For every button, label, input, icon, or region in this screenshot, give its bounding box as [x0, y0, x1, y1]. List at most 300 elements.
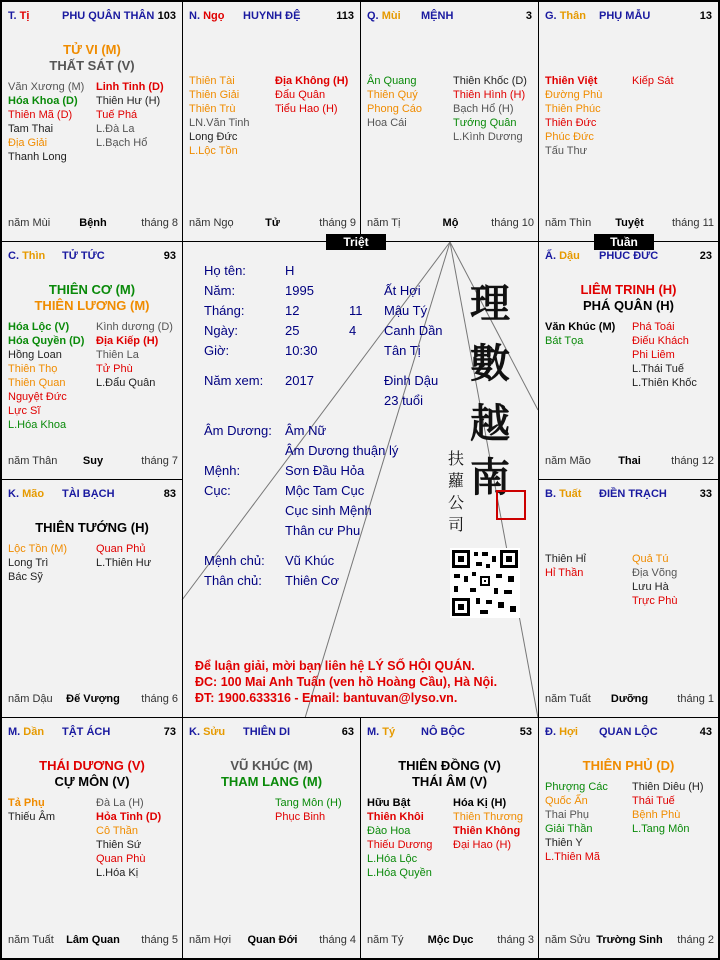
gio-label: Giờ: — [204, 343, 230, 358]
palace-dai-van: 33 — [699, 488, 712, 500]
nam-label: Năm: — [204, 283, 236, 298]
palace-can: Ấ. — [545, 250, 556, 262]
minor-star: L.Bạch Hổ — [96, 137, 148, 149]
than-cu-note: Thân cư Phu — [285, 523, 361, 538]
thang-can-chi: Mậu Tý — [384, 303, 428, 318]
minor-star: Bạch Hổ (H) — [453, 103, 514, 115]
palace-stage: Dưỡng — [610, 693, 649, 705]
nam-can-chi: Ất Hợi — [384, 283, 421, 298]
palace-header — [189, 10, 356, 24]
minor-star: Địa Giải — [8, 137, 48, 149]
minor-star: Giải Thần — [545, 823, 593, 835]
palace-chi: Thân — [559, 10, 586, 22]
palace-chi: Mùi — [381, 10, 401, 22]
palace-year: năm Tuất — [545, 693, 591, 705]
palace-stage: Mộc Dục — [427, 934, 474, 946]
thang-value: 12 — [285, 303, 300, 318]
palace-month: tháng 9 — [319, 217, 356, 229]
minor-star: Hồng Loan — [8, 349, 62, 361]
minor-star: Tấu Thư — [545, 145, 588, 157]
minor-star: Địa Võng — [632, 567, 678, 579]
minor-star: Ân Quang — [367, 75, 417, 87]
stars-right — [632, 320, 697, 390]
minor-star: Văn Xương (M) — [8, 81, 85, 93]
minor-star: Cô Thần — [96, 825, 138, 837]
main-star: THIÊN CƠ (M) — [48, 282, 136, 297]
palace-footer — [8, 217, 178, 231]
logo-sub-4: 司 — [448, 515, 465, 534]
minor-star: Hoa Cái — [367, 117, 407, 129]
palace-suu[interactable] — [183, 718, 360, 958]
palace-month: tháng 12 — [671, 455, 714, 467]
palace-header — [367, 10, 534, 24]
palace-footer — [545, 934, 714, 948]
palace-dai-van: 23 — [699, 250, 712, 262]
palace-dau[interactable] — [539, 242, 718, 479]
main-star: THIÊN ĐỒNG (V) — [398, 758, 501, 773]
minor-star: Thiên Phúc — [545, 103, 601, 115]
minor-star: Đào Hoa — [367, 825, 411, 837]
minor-star: Thiên Trù — [189, 103, 236, 115]
palace-month: tháng 6 — [141, 693, 178, 705]
minor-star: Thiên Hình (H) — [453, 89, 526, 101]
minor-star: Long Đức — [189, 131, 238, 143]
minor-star: Hỏa Tinh (D) — [96, 811, 162, 823]
minor-star: L.Tang Môn — [632, 823, 690, 835]
gio-can-chi: Tân Tị — [384, 343, 421, 358]
palace-chi: Ngọ — [203, 10, 225, 22]
minor-star: L.Kình Dương — [453, 131, 523, 143]
minor-star: Trực Phù — [632, 595, 678, 607]
palace-year: năm Thân — [8, 455, 58, 467]
minor-star: Long Trì — [8, 557, 49, 569]
palace-header — [545, 488, 714, 502]
minor-star: Văn Khúc (M) — [545, 321, 616, 333]
minor-star: Bác Sỹ — [8, 571, 43, 583]
minor-star: Phục Binh — [275, 811, 326, 823]
palace-name: TẬT ÁCH — [62, 726, 111, 738]
minor-star: Thiên Quan — [8, 377, 66, 389]
minor-star: Thiên Diêu (H) — [632, 781, 704, 793]
stars-right — [96, 320, 173, 390]
palace-can: Q. — [367, 10, 379, 22]
minor-star: Thiếu Dương — [367, 839, 433, 851]
thang-am-value: 11 — [349, 303, 363, 318]
minor-star: Linh Tinh (D) — [96, 81, 164, 93]
palace-year: năm Mão — [545, 455, 591, 467]
gio-value: 10:30 — [285, 343, 318, 358]
palace-header — [189, 726, 356, 740]
minor-star: Tả Phụ — [8, 797, 45, 809]
minor-star: Nguyệt Đức — [8, 391, 67, 403]
palace-stage: Đế Vượng — [66, 693, 120, 705]
palace-can: C. — [8, 250, 19, 262]
palace-header — [545, 726, 714, 740]
palace-can: K. — [8, 488, 19, 500]
minor-star: Quả Tú — [632, 553, 669, 565]
palace-chi: Tý — [382, 726, 396, 738]
minor-star: Kình dương (D) — [96, 321, 173, 333]
stars-right — [96, 542, 151, 570]
palace-can: B. — [545, 488, 556, 500]
logo-char-4: 南 — [470, 454, 510, 501]
palace-month: tháng 11 — [671, 217, 714, 229]
qr-code-icon — [450, 548, 520, 618]
minor-star: L.Thiên Mã — [545, 851, 601, 863]
palace-footer — [367, 934, 534, 948]
contact-address: ĐC: 100 Mai Anh Tuấn (ven hồ Hoàng Cầu), Hà Nội. — [195, 675, 498, 689]
stars-left — [8, 320, 84, 432]
nam-value: 1995 — [285, 283, 314, 298]
stars-right — [275, 74, 348, 116]
stars-left — [545, 780, 608, 864]
contact-phone-email: ĐT: 1900.633316 - Email: bantuvan@lyso.vn. — [195, 691, 458, 705]
minor-star: Tiểu Hao (H) — [275, 103, 338, 115]
palace-ti[interactable] — [2, 2, 182, 241]
palace-month: tháng 5 — [141, 934, 178, 946]
minor-star: Phượng Các — [545, 781, 608, 793]
palace-name: QUAN LỘC — [599, 726, 658, 738]
palace-footer — [8, 934, 178, 948]
palace-can: T. — [8, 10, 17, 22]
palace-dai-van: 63 — [341, 726, 354, 738]
palace-header — [367, 726, 534, 740]
ho-ten-label: Họ tên: — [204, 263, 246, 278]
minor-star: Tang Môn (H) — [275, 797, 342, 809]
minor-star: L.Hóa Khoa — [8, 419, 67, 431]
thang-label: Tháng: — [204, 303, 245, 318]
palace-header — [8, 726, 178, 740]
palace-month: tháng 8 — [141, 217, 178, 229]
minor-star: Phúc Đức — [545, 131, 594, 143]
palace-than[interactable] — [539, 2, 718, 241]
stars-right — [453, 796, 523, 852]
minor-star: Thiên Tài — [189, 75, 235, 87]
minor-star: Thiên Việt — [545, 75, 598, 87]
triet-badge: Triệt — [326, 234, 386, 250]
palace-stage: Mộ — [442, 217, 459, 229]
main-star: THIÊN LƯƠNG (M) — [34, 298, 150, 313]
main-star: TỬ VI (M) — [63, 42, 121, 57]
palace-chi: Tị — [19, 10, 30, 22]
palace-dai-van: 43 — [699, 726, 712, 738]
palace-footer — [367, 217, 534, 231]
stars-right — [96, 796, 161, 880]
main-star: THIÊN TƯỚNG (H) — [35, 520, 149, 535]
minor-star: Thai Phụ — [545, 809, 590, 821]
menh-label: Mệnh: — [204, 463, 241, 478]
minor-star: Thiên Y — [545, 837, 583, 849]
minor-star: Lộc Tồn (M) — [8, 543, 68, 555]
palace-year: năm Tị — [367, 217, 401, 229]
main-star: THIÊN PHỦ (D) — [582, 758, 675, 773]
stars-left — [545, 552, 586, 580]
palace-dai-van: 113 — [336, 10, 354, 22]
stars-left — [8, 80, 84, 164]
palace-can: Đ. — [545, 726, 556, 738]
minor-star: Tam Thai — [8, 123, 54, 135]
palace-stage: Thai — [618, 455, 641, 467]
palace-chi: Sửu — [203, 726, 226, 738]
palace-chi: Tuất — [559, 488, 582, 500]
palace-stage: Suy — [82, 455, 104, 467]
palace-ty[interactable] — [361, 718, 538, 958]
minor-star: Thiên Hỉ — [545, 553, 586, 565]
contact-line-1: Để luận giải, mời bạn liên hệ LÝ SỐ HỘI QUÁN. — [195, 659, 475, 673]
palace-footer — [545, 455, 714, 469]
palace-month: tháng 10 — [491, 217, 534, 229]
palace-stage: Tuyệt — [615, 217, 644, 229]
minor-star: L.Hóa Kị — [96, 867, 139, 879]
minor-star: Đẩu Quân — [275, 89, 326, 101]
palace-month: tháng 7 — [141, 455, 178, 467]
minor-star: Điếu Khách — [632, 335, 689, 347]
palace-dai-van: 3 — [525, 10, 532, 22]
palace-footer — [8, 693, 178, 707]
tuan-badge: Tuần — [594, 234, 654, 250]
palace-name: PHỤ MẪU — [599, 10, 651, 22]
palace-hoi[interactable] — [539, 718, 718, 958]
palace-dai-van: 73 — [163, 726, 176, 738]
palace-can: K. — [189, 726, 200, 738]
minor-star: Lực Sĩ — [8, 405, 41, 417]
palace-name: NÔ BỘC — [421, 726, 465, 738]
am-duong-value: Âm Nữ — [285, 423, 327, 438]
palace-chi: Dần — [23, 726, 45, 738]
minor-star: Quan Phù — [96, 853, 146, 865]
palace-chi: Thìn — [22, 250, 46, 262]
palace-chi: Mão — [22, 488, 45, 500]
cuc-note: Cục sinh Mệnh — [285, 503, 372, 518]
palace-year: năm Mùi — [8, 217, 51, 229]
palace-dai-van: 83 — [163, 488, 176, 500]
palace-footer — [8, 455, 178, 469]
ho-ten-value: H — [285, 263, 295, 278]
minor-star: Tuế Phá — [96, 109, 138, 121]
minor-star: Thái Tuế — [632, 795, 675, 807]
palace-can: M. — [367, 726, 380, 738]
palace-tuat[interactable] — [539, 480, 718, 717]
minor-star: Địa Kiếp (H) — [96, 335, 159, 347]
palace-name: MỆNH — [421, 10, 454, 22]
stars-right — [275, 796, 342, 824]
seal-stamp — [496, 490, 526, 520]
palace-name: TÀI BẠCH — [62, 488, 115, 500]
minor-star: LN.Văn Tinh — [189, 117, 250, 129]
palace-footer — [545, 217, 714, 231]
palace-thin[interactable] — [2, 242, 182, 479]
minor-star: Kiếp Sát — [632, 75, 674, 87]
palace-month: tháng 1 — [677, 693, 714, 705]
logo-sub-2: 蘿 — [448, 471, 465, 490]
main-star: THẤT SÁT (V) — [49, 58, 135, 73]
minor-star: Đại Hao (H) — [453, 839, 512, 851]
palace-name: TỬ TỨC — [62, 250, 105, 262]
tuoi-value: 23 tuổi — [384, 393, 424, 408]
palace-can: N. — [189, 10, 200, 22]
minor-star: Thiên Sứ — [96, 839, 142, 851]
stars-left — [545, 74, 602, 158]
palace-dai-van: 53 — [519, 726, 532, 738]
logo-char-3: 越 — [470, 400, 510, 447]
minor-star: Hóa Quyền (D) — [8, 335, 85, 347]
palace-year: năm Tuất — [8, 934, 54, 946]
minor-star: L.Thiên Hư — [96, 557, 152, 569]
palace-stage: Quan Đới — [247, 934, 298, 946]
logo-sub-3: 公 — [448, 493, 465, 512]
palace-footer — [545, 693, 714, 707]
minor-star: Phi Liêm — [632, 349, 675, 361]
main-star: VŨ KHÚC (M) — [230, 758, 313, 773]
minor-star: Bệnh Phù — [632, 809, 681, 821]
minor-star: Hóa Khoa (D) — [8, 95, 78, 107]
stars-right — [632, 74, 674, 88]
minor-star: Đà La (H) — [96, 797, 144, 809]
minor-star: Thiên Thương — [453, 811, 524, 823]
stars-right — [453, 74, 527, 144]
main-star: LIÊM TRINH (H) — [580, 282, 677, 297]
stars-left — [367, 796, 432, 880]
stars-left — [367, 74, 422, 130]
am-duong-note: Âm Dương thuận lý — [285, 443, 399, 458]
minor-star: Hóa Kị (H) — [453, 797, 507, 809]
cuc-label: Cục: — [204, 483, 231, 498]
stars-left — [8, 796, 55, 824]
minor-star: Địa Không (H) — [275, 75, 349, 87]
palace-name: PHÚC ĐỨC — [599, 250, 659, 262]
minor-star: Thiếu Âm — [8, 811, 56, 823]
palace-year: năm Hợi — [189, 934, 232, 946]
logo-sub-1: 扶 — [448, 449, 465, 468]
minor-star: Thiên Mã (D) — [8, 109, 73, 121]
stars-left — [189, 74, 250, 158]
than-chu-value: Thiên Cơ — [285, 573, 340, 588]
ngay-can-chi: Canh Dần — [384, 323, 443, 338]
minor-star: Thiên Đức — [545, 117, 597, 129]
minor-star: Hữu Bật — [367, 797, 411, 809]
minor-star: Thiên Không — [453, 825, 521, 837]
main-star: CỰ MÔN (V) — [54, 774, 130, 789]
minor-star: Quốc Ấn — [545, 795, 588, 807]
minor-star: Hỉ Thần — [545, 567, 584, 579]
palace-year: năm Thìn — [545, 217, 592, 229]
minor-star: Thiên Hư (H) — [96, 95, 161, 107]
minor-star: Đường Phù — [545, 89, 603, 101]
stars-right — [632, 780, 704, 836]
palace-ngo[interactable] — [183, 2, 360, 241]
main-star: PHÁ QUÂN (H) — [583, 298, 674, 313]
palace-dai-van: 93 — [163, 250, 176, 262]
palace-dai-van: 13 — [699, 10, 712, 22]
minor-star: Hóa Lộc (V) — [8, 321, 70, 333]
than-chu-label: Thân chủ: — [204, 573, 262, 588]
ngay-value: 25 — [285, 323, 300, 338]
minor-star: Lưu Hà — [632, 581, 669, 593]
palace-dan[interactable] — [2, 718, 182, 958]
palace-mui[interactable] — [361, 2, 538, 241]
palace-footer — [189, 934, 356, 948]
minor-star: Thiên Thọ — [8, 363, 58, 375]
palace-name: PHU QUÂN THÂN — [62, 10, 155, 22]
minor-star: L.Hóa Lộc — [367, 853, 418, 865]
stars-right — [96, 80, 164, 150]
palace-can: M. — [8, 726, 21, 738]
palace-header — [545, 250, 714, 264]
minor-star: L.Thái Tuế — [632, 363, 684, 375]
logo-char-2: 數 — [470, 340, 510, 387]
ngay-am-value: 4 — [349, 323, 357, 338]
stars-left — [8, 542, 67, 584]
nam-xem-can-chi: Đinh Dậu — [384, 373, 439, 388]
palace-month: tháng 3 — [497, 934, 534, 946]
minor-star: L.Hóa Quyền — [367, 867, 432, 879]
minor-star: L.Thiên Khốc — [632, 377, 697, 389]
palace-name: ĐIỀN TRẠCH — [599, 488, 667, 500]
minor-star: Thanh Long — [8, 151, 67, 163]
minor-star: L.Lộc Tồn — [189, 145, 238, 157]
palace-mao[interactable] — [2, 480, 182, 717]
logo-char-1: 理 — [470, 280, 510, 327]
palace-header — [8, 488, 178, 502]
palace-stage: Lâm Quan — [66, 934, 120, 946]
menh-chu-label: Mệnh chủ: — [204, 553, 265, 568]
menh-value: Sơn Đầu Hỏa — [285, 463, 365, 478]
palace-chi: Hợi — [559, 726, 578, 738]
palace-year: năm Sửu — [545, 934, 591, 946]
nam-xem-label: Năm xem: — [204, 373, 264, 388]
main-star: THÁI DƯƠNG (V) — [39, 758, 145, 773]
nam-xem-value: 2017 — [285, 373, 314, 388]
minor-star: Quan Phủ — [96, 543, 146, 555]
palace-name: THIÊN DI — [243, 726, 291, 738]
menh-chu-value: Vũ Khúc — [285, 553, 335, 568]
stars-left — [545, 320, 615, 348]
palace-year: năm Dậu — [8, 693, 53, 705]
palace-year: năm Tý — [367, 934, 404, 946]
palace-can: G. — [545, 10, 557, 22]
palace-footer — [189, 217, 356, 231]
palace-header — [545, 10, 714, 24]
palace-chi: Dậu — [559, 250, 580, 262]
minor-star: L.Đẩu Quân — [96, 377, 156, 389]
minor-star: Thiên La — [96, 349, 139, 361]
stars-right — [632, 552, 677, 608]
palace-year: năm Ngọ — [189, 217, 234, 229]
palace-header — [8, 10, 178, 24]
minor-star: L.Đà La — [96, 123, 135, 135]
minor-star: Thiên Khốc (D) — [453, 75, 527, 87]
palace-stage: Bệnh — [79, 217, 107, 229]
palace-name: HUYNH ĐỆ — [243, 10, 301, 22]
main-star: THÁI ÂM (V) — [411, 774, 488, 789]
am-duong-label: Âm Dương: — [204, 423, 272, 438]
minor-star: Tử Phù — [96, 363, 133, 375]
palace-dai-van: 103 — [157, 10, 176, 22]
palace-stage: Tử — [265, 217, 280, 229]
palace-month: tháng 2 — [677, 934, 714, 946]
minor-star: Phá Toái — [632, 321, 675, 333]
main-star: THAM LANG (M) — [220, 774, 323, 789]
minor-star: Thiên Khôi — [367, 811, 424, 823]
minor-star: Thiên Giải — [189, 89, 240, 101]
palace-month: tháng 4 — [319, 934, 356, 946]
minor-star: Bát Tọa — [545, 335, 584, 347]
ngay-label: Ngày: — [204, 323, 238, 338]
palace-header — [8, 250, 178, 264]
minor-star: Tướng Quân — [453, 117, 517, 129]
minor-star: Thiên Quý — [367, 89, 418, 101]
cuc-value: Mộc Tam Cục — [285, 483, 365, 498]
